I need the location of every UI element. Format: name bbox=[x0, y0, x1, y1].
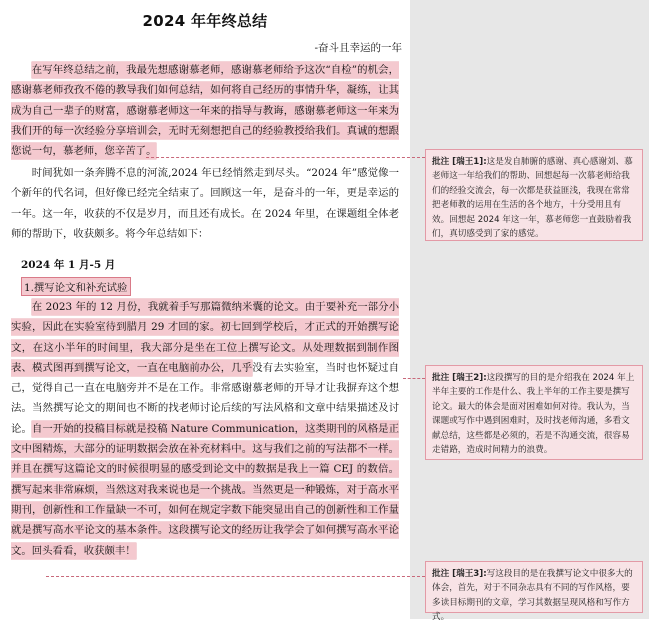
comment-3-connector bbox=[46, 576, 425, 577]
comment-3-text: 写这段目的是在我撰写论文中很多大的体会，首先，对于不同杂志具有不同的写作风格，要多读目标期刊的文章，学习其数据呈现风格和写作方式。 bbox=[432, 569, 633, 623]
comment-3[interactable] bbox=[425, 561, 643, 623]
comment-3-author: 批注 [瑞王3]: bbox=[432, 569, 487, 579]
paragraph-writing-plain: 没有去实验室，当时也怀疑过自己，觉得自己一直在电脑旁并不是在工作。非常感谢慕老师的开导才让我摒弃这个想法。当然撰写论文的期间也不断的找老师讨论后续的写法风格和文章中结果描述及讨论。 bbox=[11, 361, 399, 435]
comment-2[interactable] bbox=[425, 365, 643, 460]
document-subtitle: -奋斗且幸运的一年 bbox=[314, 42, 402, 54]
comment-margin-pane bbox=[410, 0, 649, 619]
section-heading: 2024 年 1 月-5 月 bbox=[21, 259, 116, 271]
paragraph-intro[interactable]: 时间犹如一条奔腾不息的河流,2024 年已经悄然走到尽头。“2024 年”感觉像一个新年的代名词，但好像已经完全结束了。回顾这一年，是奋斗的一年，更是幸运的一年。这一年，收获的不仅是岁月，而且还有成长。在 2024 年里，在课题组全体老师的帮助下，收获颇多。将今年总结如下： bbox=[11, 167, 399, 240]
highlight-comment-2[interactable]: 1.撰写论文和补充试验 bbox=[21, 277, 131, 296]
highlight-comment-1[interactable]: 在写年终总结之前，我最先想感谢慕老师，感谢慕老师给予这次“自检”的机会，感谢慕老师孜孜不倦的教导我们如何总结，如何将自己经历的事情升华，凝练，让其成为自己一辈子的财富，感谢慕老师这一年来的指导与教诲，感谢慕老师这一年来为我们开的每一次经验分享培训会，无时无刻想把自己的经验教授给我们。真诚的想跟您说一句，慕老师，您辛苦了。 bbox=[11, 64, 399, 158]
paragraph-thanks[interactable] bbox=[11, 60, 399, 161]
comment-1-connector bbox=[146, 157, 425, 158]
comment-2-connector-b bbox=[403, 378, 425, 379]
comment-2-text: 这段撰写的目的是介绍我在 2024 年上半年主要的工作是什么、我上半年的工作主要是撰写论文。最大的体会是面对困难如何对待。我认为，当课题或写作中遇到困难时，及时找老师沟通，多看文献总结，这些都是必须的，若是不沟通交流，很容易走错路，造成时间精力的浪费。 bbox=[432, 373, 635, 456]
paragraph-writing[interactable] bbox=[11, 297, 399, 561]
comment-2-author: 批注 [瑞王2]: bbox=[432, 373, 487, 383]
comment-2-connector-a bbox=[96, 290, 100, 291]
comment-1[interactable] bbox=[425, 149, 643, 241]
highlight-comment-2-body[interactable]: 在 2023 年的 12 月份，我就着手写那篇微纳米囊的论文。由于要补充一部分小实验，因此在实验室待到腊月 29 才回的家。初七回到学校后，才正式的开始撰写论文，在这小半年的时间里，我大部分是坐在工位上撰写论文。从处理数据到制作图表、模式图再到撰写论文，一直在电脑前办公，几乎 bbox=[11, 301, 399, 374]
comment-1-text: 这是发自肺腑的感谢、真心感谢刘、慕老师这一年给我们的帮助、回想起每一次慕老师给我们的经验交流会，每一次都是获益匪浅，我现在常常把老师教的运用在生活的各个地方，十分受用且有效。回想起 2024 年这一年，慕老师您一直鼓励着我们，真切感受到了家的感觉。 bbox=[432, 157, 633, 240]
document-title: 2024 年年终总结 bbox=[142, 12, 268, 30]
comment-1-author: 批注 [瑞王1]: bbox=[432, 157, 487, 167]
highlight-comment-3[interactable]: 自一开始的投稿目标就是投稿 Nature Communication，这类期刊的风格是正文中图精炼，大部分的证明数据会放在补充材料中。这与我们之前的写法都不一样。并且在撰写这篇论文的时候很明显的感受到论文中的数据是我上一篇 CEJ 的数倍。撰写起来非常麻烦，当然这对我来说也是一个挑战。当然更是一种锻炼，对于高水平期刊，创新性和工作量缺一不可，如何在规定字数下能突显出自己的创新性和工作量就是撰写高水平论文的基本条件。这段撰写论文的经历让我学会了如何撰写高水平论文。回头看看，收获颇丰！ bbox=[11, 422, 400, 557]
